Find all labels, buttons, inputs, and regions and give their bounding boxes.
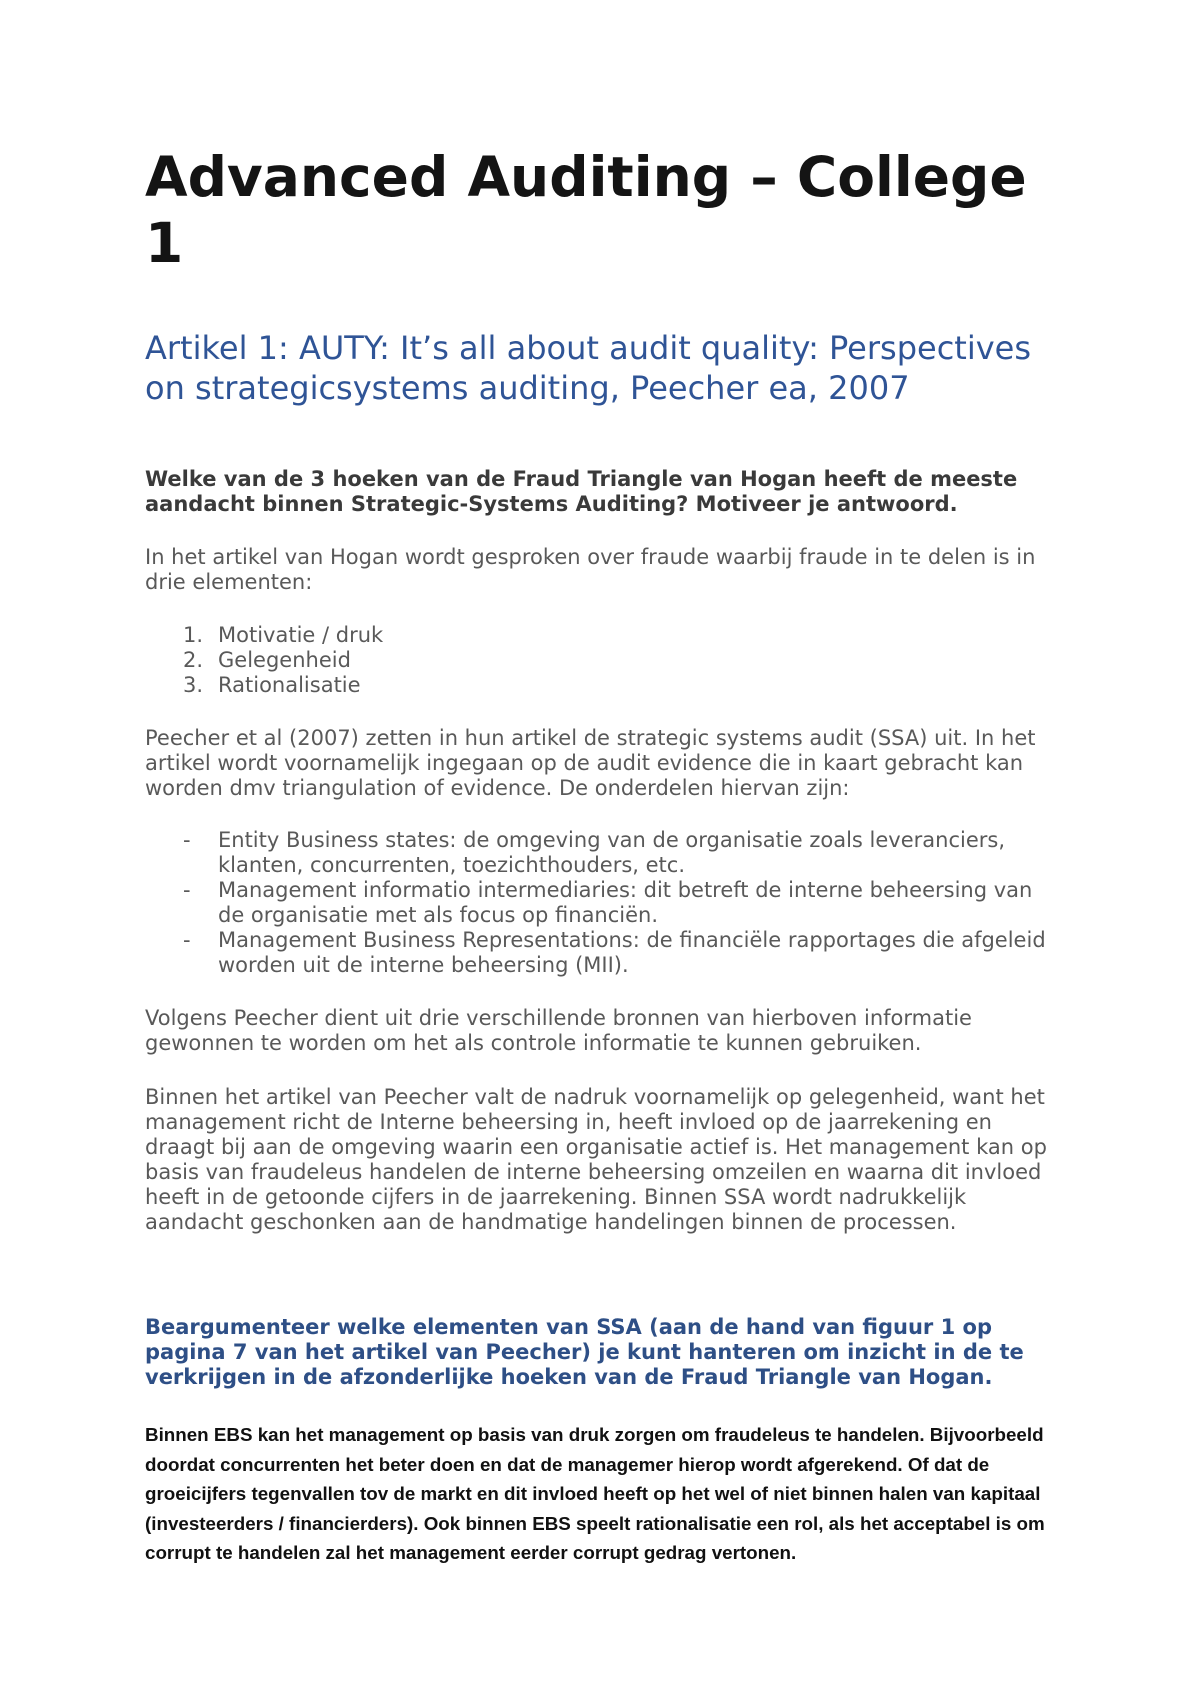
article-heading-line: Artikel 1: AUTY: It’s all about audit quality: Perspectives <box>145 329 1032 367</box>
question-line: verkrijgen in de afzonderlijke hoeken van de Fraud Triangle van Hogan. <box>145 1365 993 1389</box>
list-item <box>145 928 1046 978</box>
list-number: 1. <box>183 623 204 647</box>
list-number: 3. <box>183 673 204 697</box>
answer-line: (investeerders / financierders). Ook binnen EBS speelt rationalisatie een rol, als het acceptabel is om <box>145 1512 1045 1534</box>
sources-paragraph <box>145 1006 972 1056</box>
list-item-text: Gelegenheid <box>218 648 351 672</box>
answer-2-paragraph <box>145 1420 1045 1568</box>
paragraph-line: gewonnen te worden om het als controle informatie te kunnen gebruiken. <box>145 1031 922 1055</box>
list-item-text: Management Business Representations: de financiële rapportages die afgeleid <box>218 928 1046 952</box>
list-item <box>145 673 383 698</box>
list-item-text: klanten, concurrenten, toezichthouders, etc. <box>218 853 685 877</box>
paragraph-line: drie elementen: <box>145 570 313 594</box>
ssa-paragraph <box>145 726 1035 801</box>
paragraph-line: Volgens Peecher dient uit drie verschillende bronnen van hierboven informatie <box>145 1006 972 1030</box>
list-number: 2. <box>183 648 204 672</box>
question-line: Beargumenteer welke elementen van SSA (aan de hand van figuur 1 op <box>145 1315 992 1339</box>
question-line: Welke van de 3 hoeken van de Fraud Triangle van Hogan heeft de meeste <box>145 467 1018 491</box>
ssa-components-list <box>145 828 1046 978</box>
list-item <box>145 878 1046 928</box>
paragraph-line: basis van fraudeleus handelen de interne beheersing omzeilen en waarna dit invloed <box>145 1160 1042 1184</box>
paragraph-line: Binnen het artikel van Peecher valt de nadruk voornamelijk op gelegenheid, want het <box>145 1085 1045 1109</box>
paragraph-line: In het artikel van Hogan wordt gesproken over fraude waarbij fraude in te delen is in <box>145 545 1036 569</box>
intro-paragraph <box>145 545 1035 595</box>
article-heading-line: on strategicsystems auditing, Peecher ea, 2007 <box>145 369 910 407</box>
list-item <box>145 623 383 648</box>
list-item <box>145 828 1046 878</box>
paragraph-line: aandacht geschonken aan de handmatige handelingen binnen de processen. <box>145 1210 957 1234</box>
list-item-text: Entity Business states: de omgeving van de organisatie zoals leveranciers, <box>218 828 1005 852</box>
paragraph-line: Peecher et al (2007) zetten in hun artikel de strategic systems audit (SSA) uit. In het <box>145 726 1036 750</box>
paragraph-line: heeft in de getoonde cijfers in de jaarrekening. Binnen SSA wordt nadrukkelijk <box>145 1185 967 1209</box>
answer-line: corrupt te handelen zal het management eerder corrupt gedrag vertonen. <box>145 1542 797 1563</box>
list-item-text: Motivatie / druk <box>218 623 384 647</box>
list-item-text: de organisatie met als focus op financiën. <box>218 903 659 927</box>
answer-line: Binnen EBS kan het management op basis van druk zorgen om fraudeleus te handelen. Bijvoorbeeld <box>145 1424 1044 1445</box>
fraud-elements-list <box>145 623 383 698</box>
document-title <box>145 144 1027 276</box>
list-item-text: Management informatio intermediaries: dit betreft de interne beheersing van <box>218 878 1033 902</box>
paragraph-line: management richt de Interne beheersing in, heeft invloed op de jaarrekening en <box>145 1110 992 1134</box>
paragraph-line: worden dmv triangulation of evidence. De onderdelen hiervan zijn: <box>145 776 850 800</box>
dash-bullet: - <box>183 928 191 952</box>
answer-line: doordat concurrenten het beter doen en dat de managemer hierop wordt afgerekend. Of dat de <box>145 1453 990 1475</box>
paragraph-line: draagt bij aan de omgeving waarin een organisatie actief is. Het management kan op <box>145 1135 1047 1159</box>
list-item-text: Rationalisatie <box>218 673 361 697</box>
answer-line: groeicijfers tegenvallen tov de markt en dit invloed heeft op het wel of niet binnen halen van kapitaal <box>145 1483 1041 1504</box>
question-2 <box>145 1315 1024 1390</box>
question-line: pagina 7 van het artikel van Peecher) je kunt hanteren om inzicht in de te <box>145 1340 1024 1364</box>
dash-bullet: - <box>183 878 191 902</box>
article-heading <box>145 328 1031 408</box>
list-item-text: worden uit de interne beheersing (MII). <box>218 953 629 977</box>
focus-paragraph <box>145 1085 1047 1235</box>
dash-bullet: - <box>183 828 191 852</box>
title-line: 1 <box>145 211 184 275</box>
title-line: Advanced Auditing – College <box>145 145 1027 209</box>
question-line: aandacht binnen Strategic-Systems Auditing? Motiveer je antwoord. <box>145 492 958 516</box>
list-item <box>145 648 383 673</box>
paragraph-line: artikel wordt voornamelijk ingegaan op de audit evidence die in kaart gebracht kan <box>145 751 1024 775</box>
question-1 <box>145 467 1017 517</box>
